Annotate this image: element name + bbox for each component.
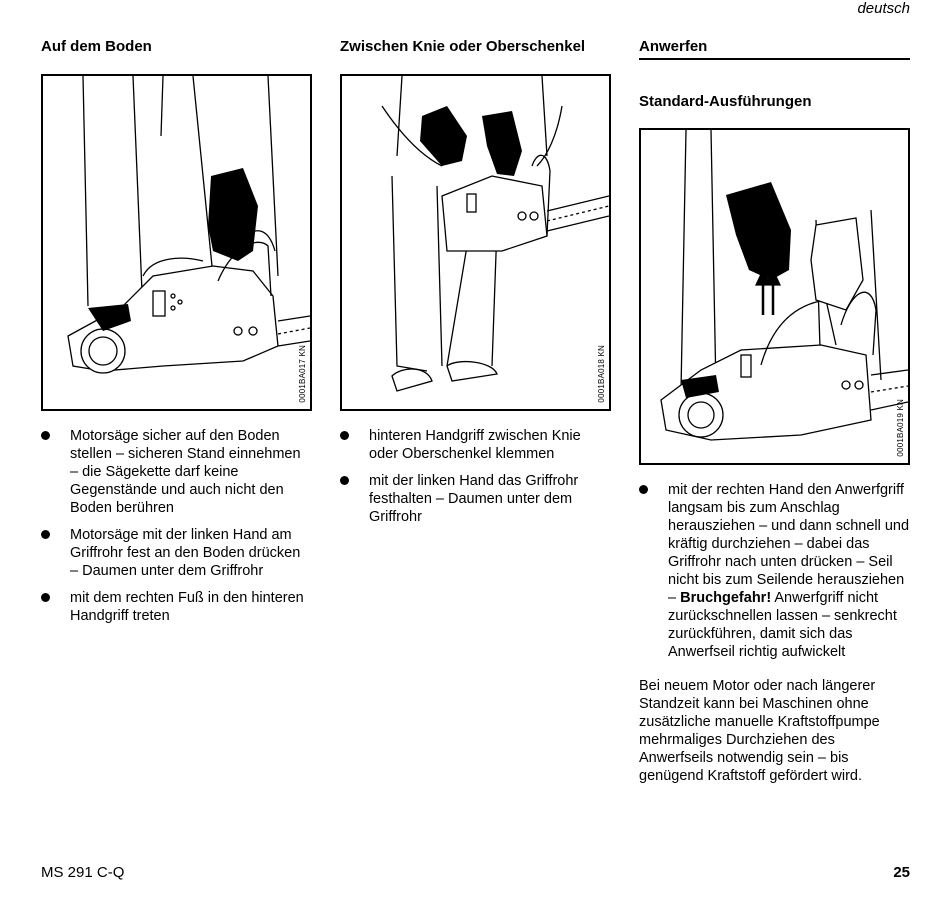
footer-model: MS 291 C-Q [41,864,125,881]
instruction-list [41,427,312,625]
list-item [340,472,611,526]
section-on-ground [41,38,312,634]
list-item-text: Motorsäge sicher auf den Boden stellen – sicheren Stand einnehmen – die Sägekette darf keine Gegenstände und auch nicht den Boden berühren [70,428,301,516]
section-subheading: Standard-Ausführungen [639,93,812,110]
figure-starting [639,128,910,465]
figure-code: 0001BA017 KN [298,345,307,403]
section-between-knees [340,38,611,535]
chainsaw-knees-illustration [342,76,609,409]
list-item [41,526,312,580]
chainsaw-ground-illustration [43,76,310,409]
list-item [41,427,312,517]
bullet-icon [340,476,349,485]
figure-on-ground [41,74,312,411]
list-item-text: Anwerfgriff nicht zurückschnellen lassen – senkrecht zurückführen, damit sich das Anwerfseil richtig aufwickelt [668,590,897,660]
chainsaw-starting-illustration [641,130,908,463]
figure-code: 0001BA019 KN [896,399,905,457]
section-heading: Anwerfen [639,38,910,60]
page-number: 25 [893,864,910,881]
list-item-text: hinteren Handgriff zwischen Knie oder Oberschenkel klemmen [369,428,581,462]
list-item-text: Motorsäge mit der linken Hand am Griffrohr fest an den Boden drücken – Daumen unter dem Griffrohr [70,527,301,579]
instruction-list [340,427,611,526]
instruction-list [639,481,910,661]
bullet-icon [41,593,50,602]
bullet-icon [41,431,50,440]
list-item-text: mit der rechten Hand den Anwerfgriff langsam bis zum Anschlag herausziehen – und dann schnell und kräftig durchziehen – dabei das Griffrohr nach unten drücken – Seil nicht bis zum Seilende herausziehen – [668,482,910,606]
list-item [340,427,611,463]
figure-code: 0001BA018 KN [597,345,606,403]
bullet-icon [639,485,648,494]
note-paragraph: Bei neuem Motor oder nach längerer Standzeit kann bei Maschinen ohne zusätzliche manuelle Kraftstoffpumpe mehrmaliges Durchziehen des Anwerfseils notwendig sein – bis genügend Kraftstoff gefördert wird. [639,678,880,784]
bullet-icon [41,530,50,539]
list-item [41,589,312,625]
list-item-text: mit der linken Hand das Griffrohr festhalten – Daumen unter dem Griffrohr [369,473,579,525]
figure-between-knees [340,74,611,411]
list-item-text: mit dem rechten Fuß in den hinteren Handgriff treten [70,590,304,624]
list-item [639,481,910,661]
section-starting [639,38,910,785]
warning-text: Bruchgefahr! [680,590,772,606]
section-heading: Auf dem Boden [41,38,152,55]
bullet-icon [340,431,349,440]
language-label: deutsch [857,0,910,17]
section-heading: Zwischen Knie oder Oberschenkel [340,38,586,55]
